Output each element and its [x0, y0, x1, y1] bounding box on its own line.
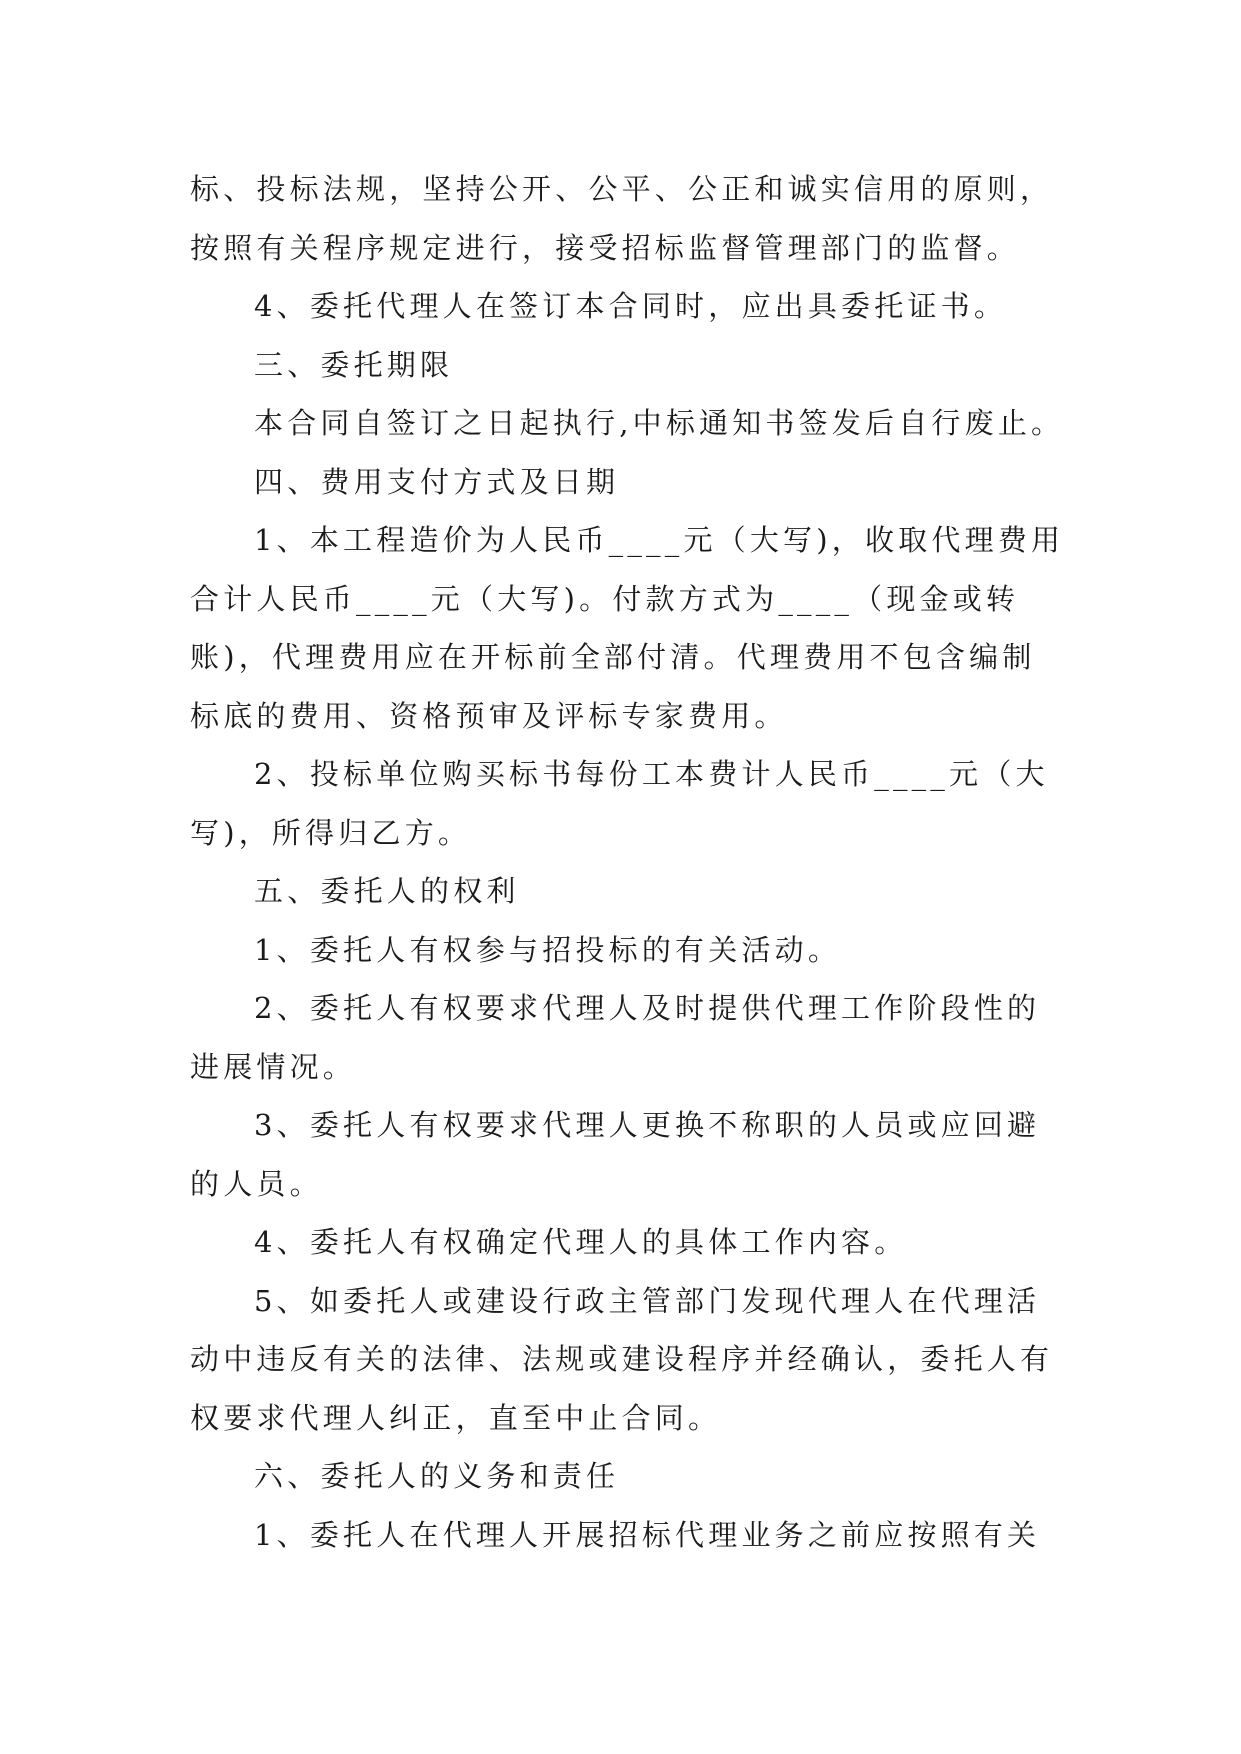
- paragraph: [190, 1272, 1054, 1448]
- paragraph: [190, 336, 1050, 395]
- text-line: 5、如委托人或建设行政主管部门发现代理人在代理活: [254, 1283, 1041, 1318]
- paragraph: [190, 745, 1050, 862]
- text-line: 进展情况。: [190, 1049, 357, 1084]
- text-line: 标底的费用、资格预审及评标专家费用。: [190, 698, 788, 733]
- text-line: 六、委托人的义务和责任: [254, 1459, 620, 1493]
- paragraph: [190, 921, 1050, 980]
- paragraph: [190, 160, 1054, 277]
- text-line: 账)，代理费用应在开标前全部付清。代理费用不包含编制: [190, 640, 1036, 674]
- text-line: 的人员。: [190, 1166, 323, 1201]
- text-line: 2、委托人有权要求代理人及时提供代理工作阶段性的: [254, 991, 1041, 1025]
- text-line: 4、委托代理人在签订本合同时，应出具委托证书。: [254, 289, 1008, 323]
- text-line: 4、委托人有权确定代理人的具体工作内容。: [254, 1225, 908, 1259]
- text-line: 合计人民币____元（大写)。付款方式为____（现金或转: [190, 581, 1020, 616]
- text-line: 四、费用支付方式及日期: [254, 464, 620, 499]
- paragraph: [190, 394, 1065, 453]
- text-line: 五、委托人的权利: [254, 874, 520, 908]
- text-line: 权要求代理人纠正，直至中止合同。: [190, 1400, 722, 1435]
- paragraph: [190, 1213, 1050, 1272]
- text-line: 1、本工程造价为人民币____元（大写)，收取代理费用: [254, 523, 1065, 557]
- text-line: 写)，所得归乙方。: [190, 815, 472, 850]
- text-line: 2、投标单位购买标书每份工本费计人民币____元（大: [254, 757, 1049, 791]
- text-line: 1、委托人有权参与招投标的有关活动。: [254, 932, 842, 967]
- text-line: 3、委托人有权要求代理人更换不称职的人员或应回避: [254, 1108, 1041, 1142]
- paragraph: [190, 511, 1065, 745]
- text-line: 本合同自签订之日起执行,中标通知书签发后自行废止。: [254, 406, 1065, 440]
- paragraph: [190, 453, 1050, 512]
- paragraph: [190, 979, 1050, 1096]
- paragraph: [190, 277, 1050, 336]
- text-line: 三、委托期限: [254, 347, 454, 382]
- paragraph: [190, 1506, 1050, 1565]
- text-line: 1、委托人在代理人开展招标代理业务之前应按照有关: [254, 1517, 1041, 1552]
- document-body: [190, 160, 1065, 1564]
- text-line: 按照有关程序规定进行，接受招标监督管理部门的监督。: [190, 230, 1021, 265]
- text-line: 标、投标法规，坚持公开、公平、公正和诚实信用的原则，: [190, 172, 1054, 206]
- paragraph: [190, 1096, 1050, 1213]
- text-line: 动中违反有关的法律、法规或建设程序并经确认，委托人有: [190, 1342, 1054, 1376]
- paragraph: [190, 862, 1050, 921]
- paragraph: [190, 1447, 1050, 1506]
